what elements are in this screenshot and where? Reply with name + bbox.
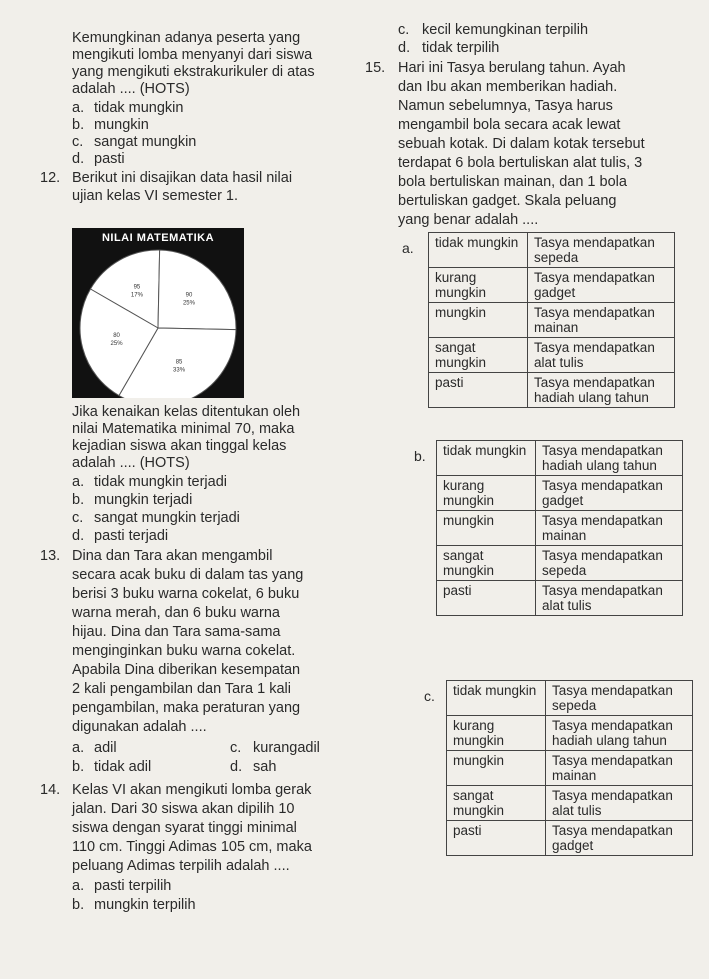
q13-line: secara acak buku di dalam tas yang	[72, 567, 304, 583]
scale-cell: mungkin	[447, 751, 546, 786]
option-letter: b.	[72, 759, 85, 775]
q14-line: 110 cm. Tinggi Adimas 105 cm, maka	[72, 839, 312, 855]
q14-line: jalan. Dari 30 siswa akan dipilih 10	[72, 801, 295, 817]
q12-line: Jika kenaikan kelas ditentukan oleh	[72, 404, 301, 420]
q12-line: ujian kelas VI semester 1.	[72, 188, 239, 204]
q11-line: mengikuti lomba menyanyi dari siswa	[72, 47, 313, 63]
option-text: sangat mungkin	[94, 134, 197, 150]
q15-line: Namun sebelumnya, Tasya harus	[398, 98, 613, 114]
event-cell: Tasya mendapatkan hadiah ulang tahun	[528, 373, 675, 408]
scale-cell: sangat mungkin	[437, 546, 536, 581]
q13-line: digunakan adalah ....	[72, 719, 207, 735]
option-letter: a.	[72, 740, 85, 756]
event-cell: Tasya mendapatkan gadget	[546, 821, 693, 856]
option-letter: b.	[72, 492, 85, 508]
table-b-letter: b.	[414, 448, 426, 464]
scale-cell: kurang mungkin	[447, 716, 546, 751]
q13-line: warna merah, dan 6 buku warna	[72, 605, 280, 621]
q12-line: kejadian siswa akan tinggal kelas	[72, 438, 287, 454]
option-letter: d.	[72, 528, 85, 544]
q12-line: Berikut ini disajikan data hasil nilai	[72, 170, 293, 186]
table-row	[447, 716, 693, 751]
event-cell: Tasya mendapatkan sepeda	[528, 233, 675, 268]
q11-line: yang mengikuti ekstrakurikuler di atas	[72, 64, 315, 80]
option-text: kurangadil	[253, 740, 320, 756]
event-cell: Tasya mendapatkan sepeda	[536, 546, 683, 581]
answer-table-b	[436, 440, 683, 616]
q15-line: terdapat 6 bola bertuliskan alat tulis, 3	[398, 155, 643, 171]
q12-line: adalah .... (HOTS)	[72, 455, 190, 471]
event-cell: Tasya mendapatkan sepeda	[546, 681, 693, 716]
table-row	[437, 441, 683, 476]
option-text: kecil kemungkinan terpilih	[422, 22, 589, 38]
option-text: sah	[253, 759, 277, 775]
option-text: adil	[94, 740, 117, 756]
q13-line: menginginkan buku warna cokelat.	[72, 643, 296, 659]
table-row	[447, 751, 693, 786]
scale-cell: mungkin	[437, 511, 536, 546]
q14-line: peluang Adimas terpilih adalah ....	[72, 858, 290, 874]
option-text: tidak mungkin terjadi	[94, 474, 227, 490]
option-letter: c.	[72, 510, 84, 526]
table-row	[447, 786, 693, 821]
option-letter: d.	[398, 40, 411, 56]
pie-slice	[158, 250, 236, 330]
option-letter: a.	[72, 100, 85, 116]
option-letter: c.	[398, 22, 410, 38]
scale-cell: mungkin	[429, 303, 528, 338]
q13-line: Dina dan Tara akan mengambil	[72, 548, 273, 564]
answer-table-a	[428, 232, 675, 408]
option-text: tidak terpilih	[422, 40, 500, 56]
q11-line: Kemungkinan adanya peserta yang	[72, 30, 301, 46]
q14-line: siswa dengan syarat tinggi minimal	[72, 820, 297, 836]
table-a-letter: a.	[402, 240, 414, 256]
q13-line: 2 kali pengambilan dan Tara 1 kali	[72, 681, 291, 697]
q15-line: sebuah kotak. Di dalam kotak tersebut	[398, 136, 645, 152]
table-row	[429, 233, 675, 268]
option-text: sangat mungkin terjadi	[94, 510, 240, 526]
option-text: pasti	[94, 151, 125, 167]
scale-cell: pasti	[437, 581, 536, 616]
table-row	[447, 821, 693, 856]
pie-slice-percent: 25%	[110, 341, 123, 348]
q13-line: berisi 3 buku warna cokelat, 6 buku	[72, 586, 300, 602]
q13-line: Apabila Dina diberikan kesempatan	[72, 662, 301, 678]
scale-cell: sangat mungkin	[447, 786, 546, 821]
option-text: pasti terpilih	[94, 878, 172, 894]
option-text: pasti terjadi	[94, 528, 169, 544]
option-letter: d.	[72, 151, 85, 167]
table-row	[437, 476, 683, 511]
option-text: tidak mungkin	[94, 100, 184, 116]
event-cell: Tasya mendapatkan alat tulis	[528, 338, 675, 373]
event-cell: Tasya mendapatkan hadiah ulang tahun	[546, 716, 693, 751]
event-cell: Tasya mendapatkan gadget	[536, 476, 683, 511]
event-cell: Tasya mendapatkan mainan	[528, 303, 675, 338]
scale-cell: tidak mungkin	[429, 233, 528, 268]
scale-cell: tidak mungkin	[437, 441, 536, 476]
table-row	[429, 303, 675, 338]
pie-slice-percent: 17%	[130, 292, 143, 299]
q15-line: Hari ini Tasya berulang tahun. Ayah	[398, 60, 626, 76]
table-c-letter: c.	[424, 688, 435, 704]
pie-slice-label: 90	[185, 292, 193, 299]
pie-slice-percent: 25%	[182, 300, 195, 307]
q15-line: yang benar adalah ....	[398, 212, 539, 228]
option-text: tidak adil	[94, 759, 152, 775]
event-cell: Tasya mendapatkan alat tulis	[546, 786, 693, 821]
q15-line: bola bertuliskan mainan, dan 1 bola	[398, 174, 627, 190]
event-cell: Tasya mendapatkan gadget	[528, 268, 675, 303]
q13-line: hijau. Dina dan Tara sama-sama	[72, 624, 281, 640]
scale-cell: pasti	[447, 821, 546, 856]
table-row	[447, 681, 693, 716]
pie-slice-label: 85	[175, 359, 183, 366]
table-row	[429, 338, 675, 373]
option-letter: d.	[230, 759, 243, 775]
option-letter: b.	[72, 897, 85, 913]
q15-line: bertuliskan gadget. Skala peluang	[398, 193, 617, 209]
option-text: mungkin terjadi	[94, 492, 193, 508]
q15-line: dan Ibu akan memberikan hadiah.	[398, 79, 618, 95]
q15-line: mengambil bola secara acak lewat	[398, 117, 621, 133]
scale-cell: kurang mungkin	[429, 268, 528, 303]
pie-slice-label: 80	[113, 333, 120, 340]
q11-line: adalah .... (HOTS)	[72, 81, 190, 97]
event-cell: Tasya mendapatkan hadiah ulang tahun	[536, 441, 683, 476]
pie-chart-panel	[72, 248, 244, 398]
option-text: mungkin	[94, 117, 149, 133]
option-letter: c.	[72, 134, 84, 150]
scale-cell: pasti	[429, 373, 528, 408]
q13-number: 13.	[40, 548, 61, 564]
option-letter: b.	[72, 117, 85, 133]
scale-cell: kurang mungkin	[437, 476, 536, 511]
table-row	[429, 268, 675, 303]
option-text: mungkin terpilih	[94, 897, 196, 913]
option-letter: a.	[72, 474, 85, 490]
table-row	[429, 373, 675, 408]
answer-table-c	[446, 680, 693, 856]
q12-number: 12.	[40, 170, 61, 186]
event-cell: Tasya mendapatkan alat tulis	[536, 581, 683, 616]
scale-cell: tidak mungkin	[447, 681, 546, 716]
q15-number: 15.	[365, 60, 386, 76]
chart-title: NILAI MATEMATIKA	[72, 228, 244, 248]
option-letter: c.	[230, 740, 242, 756]
event-cell: Tasya mendapatkan mainan	[536, 511, 683, 546]
q14-number: 14.	[40, 782, 61, 798]
scale-cell: sangat mungkin	[429, 338, 528, 373]
q12-line: nilai Matematika minimal 70, maka	[72, 421, 295, 437]
event-cell: Tasya mendapatkan mainan	[546, 751, 693, 786]
option-letter: a.	[72, 878, 85, 894]
table-row	[437, 581, 683, 616]
q13-line: pengambilan, maka peraturan yang	[72, 700, 301, 716]
pie-slice-label: 95	[133, 284, 141, 291]
q14-line: Kelas VI akan mengikuti lomba gerak	[72, 782, 312, 798]
pie-slice-percent: 33%	[173, 367, 186, 374]
table-row	[437, 546, 683, 581]
table-row	[437, 511, 683, 546]
pie-chart	[72, 248, 244, 398]
